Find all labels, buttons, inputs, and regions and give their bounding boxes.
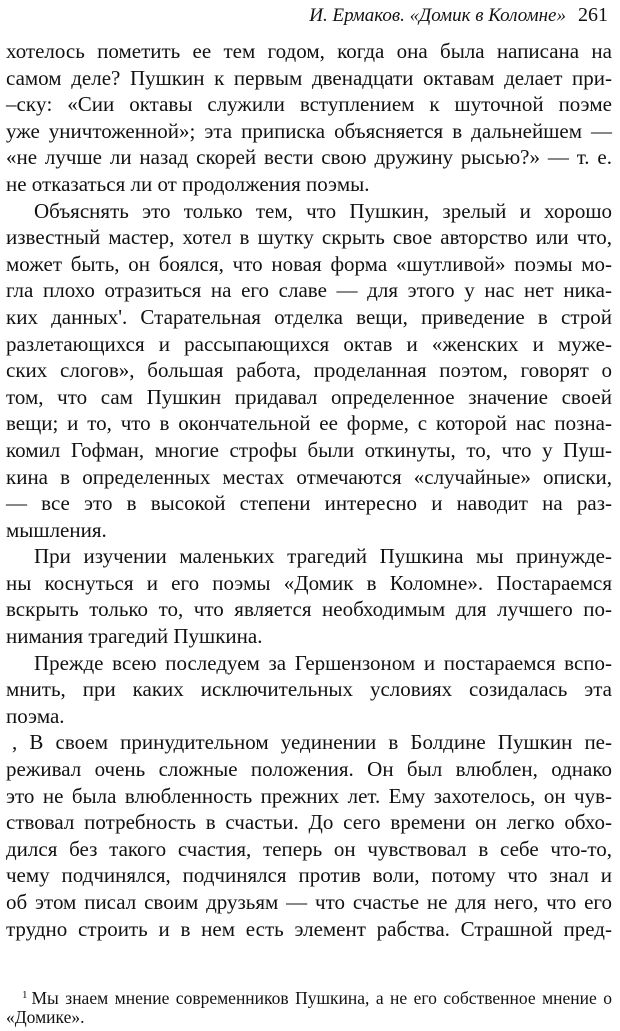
- text-line: может быть, он боялся, что новая форма «шутливой» поэмы мо-: [6, 251, 612, 276]
- footnote-marker: 1: [22, 989, 28, 1001]
- footnote-line: «Домике».: [6, 1007, 85, 1027]
- text-line: реживал очень сложные положения. Он был влюблен, однако: [6, 757, 612, 782]
- text-line: «не лучше ли назад скорей вести свою дружину рысью?» — т. е.: [6, 145, 612, 170]
- text-line: том, что сам Пушкин придавал определенное значение своей: [6, 384, 612, 409]
- footnote-line: [6, 984, 612, 1006]
- text-line: мнить, при каких исключительных условиях созидалась эта: [6, 677, 612, 702]
- page-number: 261: [578, 4, 608, 26]
- text-line: вещи; и то, что в окончательной ее форме, с которой нас позна-: [6, 411, 612, 436]
- text-line: дился без такого счастия, теперь он чувствовал в себе что-то,: [6, 836, 612, 861]
- text-line: — все это в высокой степени интересно и наводит на раз-: [6, 491, 612, 516]
- text-line: Прежде всею последуем за Гершензоном и постараемся вспо-: [34, 650, 612, 675]
- text-line: кина в определенных местах отмечаются «случайные» описки,: [6, 464, 612, 489]
- running-header: [309, 2, 608, 29]
- text-line: , В своем принудительном уединении в Болдине Пушкин пе-: [12, 730, 612, 755]
- text-line: уже уничтоженной»; эта приписка объясняется в дальнейшем —: [6, 118, 612, 143]
- running-title: И. Ермаков. «Домик в Коломне»: [309, 5, 566, 26]
- text-line: хотелось пометить ее тем годом, когда она была написана на: [6, 39, 612, 63]
- text-line: ских слогов», большая работа, проделанная поэтом, говорят о: [6, 358, 612, 383]
- text-line: ны коснуться и его поэмы «Домик в Коломне». Постараемся: [6, 570, 612, 595]
- body-text: [6, 38, 612, 942]
- text-line: не отказаться ли от продолжения поэмы.: [6, 171, 370, 196]
- paragraph-1: [6, 38, 612, 198]
- paragraph-3: [6, 543, 612, 649]
- text-line: гла плохо отразиться на его славе — для этого у нас нет ника-: [6, 278, 612, 303]
- text-line: вскрыть только то, что является необходимым для лучшего по-: [6, 597, 612, 622]
- text-line: мышления.: [6, 517, 107, 542]
- text-line: нимания трагедий Пушкина.: [6, 624, 263, 649]
- text-line: об этом писал своим друзьям — что счастье не для него, что его: [6, 890, 612, 914]
- footnote: [6, 984, 612, 1028]
- text-line: разлетающихся и рассыпающихся октав и «женских и муже-: [6, 331, 612, 356]
- text-line: ких данных'. Старательная отделка вещи, приведение в строй: [6, 304, 612, 329]
- text-line: чему подчинялся, подчинялся против воли, потому что знал и: [6, 863, 612, 888]
- text-line: Объяснять это только тем, что Пушкин, зрелый и хорошо: [34, 198, 612, 223]
- text-line: трудно строить и в нем есть элемент рабства. Страшной пред-: [6, 916, 612, 941]
- text-line: известный мастер, хотел в шутку скрыть свое авторство или что,: [6, 225, 612, 250]
- paragraph-4: [6, 650, 612, 730]
- text-line: –скy: «Сии октавы служили вступлением к шуточной поэме: [6, 92, 612, 117]
- text-line: поэма.: [6, 703, 65, 728]
- text-line: это не была влюбленность прежних лет. Ему захотелось, он чув-: [6, 783, 612, 808]
- paragraph-5: [6, 729, 612, 942]
- paragraph-2: [6, 198, 612, 544]
- text-line: комил Гофман, многие строфы были откинуты, то, что у Пуш-: [6, 437, 612, 462]
- footnote-text: Мы знаем мнение современников Пушкина, а не его собственное мнение о: [31, 988, 612, 1008]
- text-line: При изучении маленьких трагедий Пушкина мы принужде-: [34, 544, 612, 569]
- text-line: ствовал потребность в счастьи. До сего времени он легко обхо-: [6, 810, 612, 835]
- text-line: самом деле? Пушкин к первым двенадцати октавам делает при-: [6, 65, 612, 90]
